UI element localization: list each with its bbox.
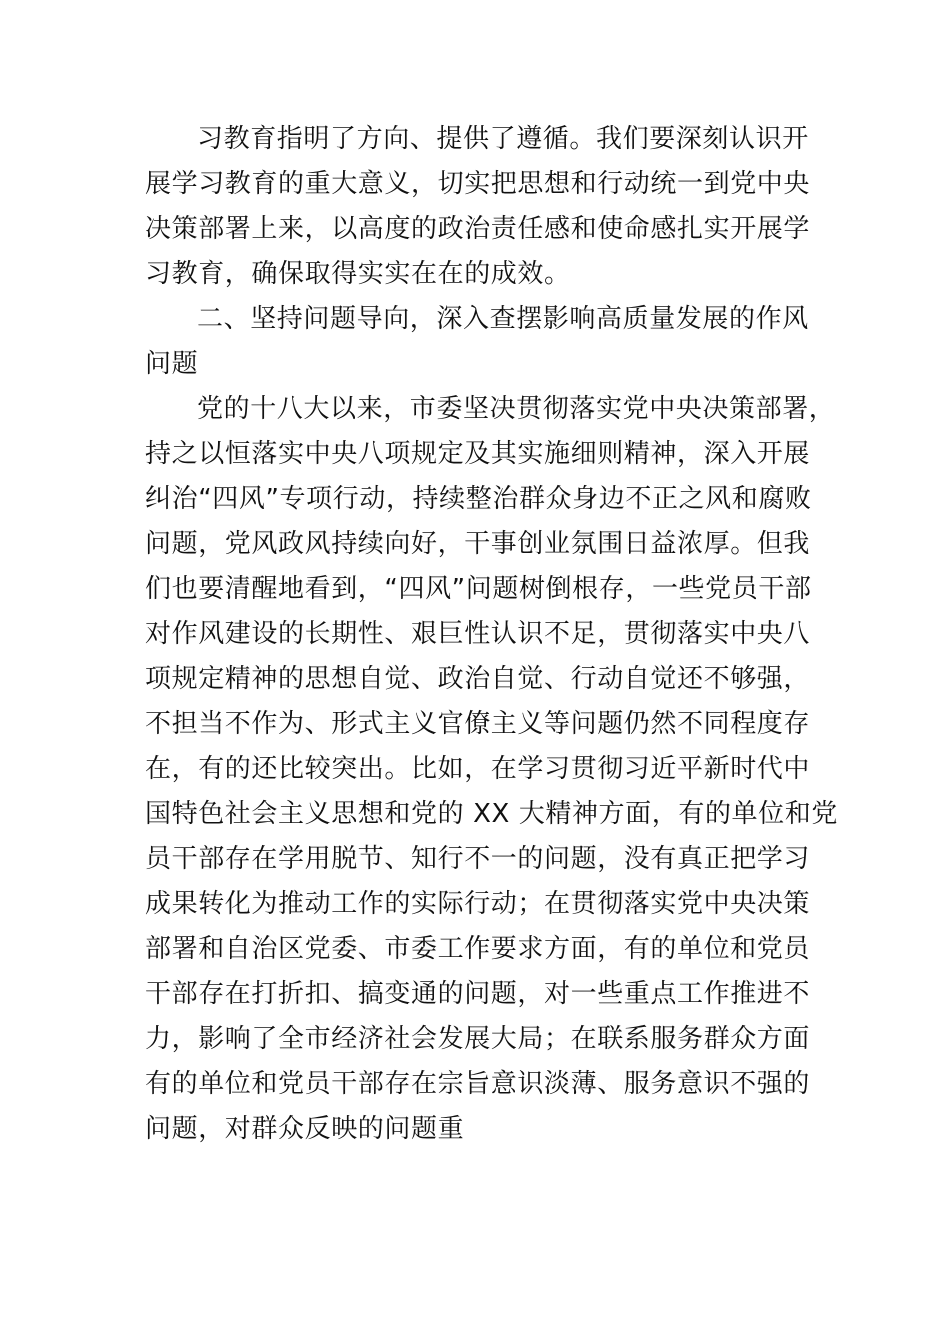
text-line: 们也要清醒地看到，“四风”问题树倒根存，一些党员干部 bbox=[145, 574, 812, 604]
text-line: 项规定精神的思想自觉、政治自觉、行动自觉还不够强， bbox=[145, 664, 811, 694]
text-line: 持之以恒落实中央八项规定及其实施细则精神，深入开展 bbox=[145, 439, 811, 469]
text-line: 决策部署上来，以高度的政治责任感和使命感扎实开展学 bbox=[145, 214, 811, 244]
text-line: 纠治“四风”专项行动，持续整治群众身边不正之风和腐败 bbox=[145, 484, 812, 514]
text-line: 力，影响了全市经济社会发展大局；在联系服务群众方面 bbox=[145, 1024, 811, 1054]
text-line: 在，有的还比较突出。比如，在学习贯彻习近平新时代中 bbox=[145, 754, 811, 784]
text-line: 党的十八大以来，市委坚决贯彻落实党中央决策部署， bbox=[197, 394, 836, 424]
text-line: 习教育指明了方向、提供了遵循。我们要深刻认识开 bbox=[197, 124, 809, 154]
text-line: 员干部存在学用脱节、知行不一的问题，没有真正把学习 bbox=[145, 844, 811, 874]
text-line: 问题，党风政风持续向好，干事创业氛围日益浓厚。但我 bbox=[145, 529, 811, 559]
text-line: 习教育，确保取得实实在在的成效。 bbox=[145, 259, 571, 289]
section-heading bbox=[145, 297, 845, 387]
text-line: 对作风建设的长期性、艰巨性认识不足，贯彻落实中央八 bbox=[145, 619, 811, 649]
document-body bbox=[145, 117, 845, 1152]
text-line: 干部存在打折扣、搞变通的问题，对一些重点工作推进不 bbox=[145, 979, 811, 1009]
text-line: 问题，对群众反映的问题重 bbox=[145, 1114, 465, 1144]
paragraph-continuation bbox=[145, 117, 845, 297]
section-paragraph bbox=[145, 387, 845, 1152]
text-line: 有的单位和党员干部存在宗旨意识淡薄、服务意识不强的 bbox=[145, 1069, 811, 1099]
text-line: 部署和自治区党委、市委工作要求方面，有的单位和党员 bbox=[145, 934, 811, 964]
text-line: 国特色社会主义思想和党的 XX 大精神方面，有的单位和党 bbox=[145, 799, 838, 829]
text-line: 展学习教育的重大意义，切实把思想和行动统一到党中央 bbox=[145, 169, 811, 199]
text-line: 不担当不作为、形式主义官僚主义等问题仍然不同程度存 bbox=[145, 709, 811, 739]
heading-line: 问题 bbox=[145, 349, 199, 379]
heading-line: 二、坚持问题导向，深入查摆影响高质量发展的作风 bbox=[197, 304, 809, 334]
text-line: 成果转化为推动工作的实际行动；在贯彻落实党中央决策 bbox=[145, 889, 811, 919]
